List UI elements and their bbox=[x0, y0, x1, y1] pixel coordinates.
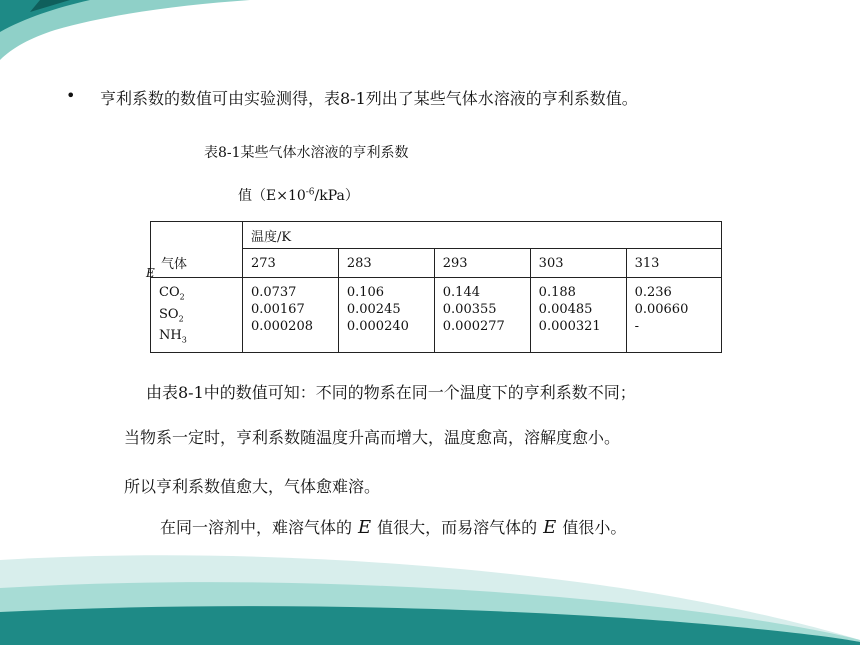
gas-name: $CO_2$ bbox=[159, 285, 185, 302]
caption-exponent: -6 bbox=[305, 187, 315, 198]
temperature-header: 温度/K bbox=[242, 222, 721, 249]
gas-header-cell bbox=[146, 222, 243, 280]
data-row bbox=[151, 278, 722, 353]
table-caption-line2 bbox=[238, 185, 359, 205]
e-symbol: E bbox=[543, 517, 557, 538]
temp-cell: 273 bbox=[242, 249, 338, 278]
paragraph-2: 当物系一定时，亨利系数随温度升高而增大，温度愈高，溶解度愈小。 bbox=[124, 428, 621, 447]
paragraph-1: 由表8-1中的数值可知：不同的物系在同一个温度下的亨利系数不同； bbox=[146, 383, 636, 402]
temp-cell: 303 bbox=[530, 249, 626, 278]
temp-cell: 283 bbox=[338, 249, 434, 278]
table-header-row bbox=[151, 222, 722, 249]
value-cell-293: 0.144 0.00355 0.000277 bbox=[434, 278, 530, 353]
bullet-dot: • bbox=[66, 86, 76, 105]
paragraph-4 bbox=[160, 515, 626, 538]
value-cell-303: 0.188 0.00485 0.000321 bbox=[530, 278, 626, 353]
temp-cell: 313 bbox=[626, 249, 721, 278]
gas-name: $NH_3$ bbox=[159, 328, 187, 345]
e-symbol: E bbox=[358, 517, 372, 538]
gas-names-cell bbox=[151, 278, 243, 353]
caption-prefix: 值（E×10 bbox=[238, 188, 306, 204]
henry-coefficient-table bbox=[146, 221, 722, 353]
temp-cell: 293 bbox=[434, 249, 530, 278]
paragraph-3: 所以亨利系数值愈大，气体愈难溶。 bbox=[124, 477, 381, 496]
value-cell-273: 0.0737 0.00167 0.000208 bbox=[242, 278, 338, 353]
gas-name: $SO_2$ bbox=[159, 306, 184, 324]
gas-header: 气体 bbox=[161, 257, 188, 272]
p4-part-c: 值很小。 bbox=[562, 518, 627, 537]
table-caption-line1: 表8-1某些气体水溶液的亨利系数 bbox=[204, 145, 409, 161]
p4-part-a: 在同一溶剂中，难溶气体的 bbox=[160, 518, 353, 537]
p4-part-b: 值很大，而易溶气体的 bbox=[377, 518, 538, 537]
caption-suffix: /kPa） bbox=[314, 188, 359, 204]
corner-symbol: E bbox=[146, 266, 155, 280]
value-cell-283: 0.106 0.00245 0.000240 bbox=[338, 278, 434, 353]
value-cell-313: 0.236 0.00660 - bbox=[626, 278, 721, 353]
bullet-text: 亨利系数的数值可由实验测得，表8-1列出了某些气体水溶液的亨利系数值。 bbox=[100, 89, 638, 108]
